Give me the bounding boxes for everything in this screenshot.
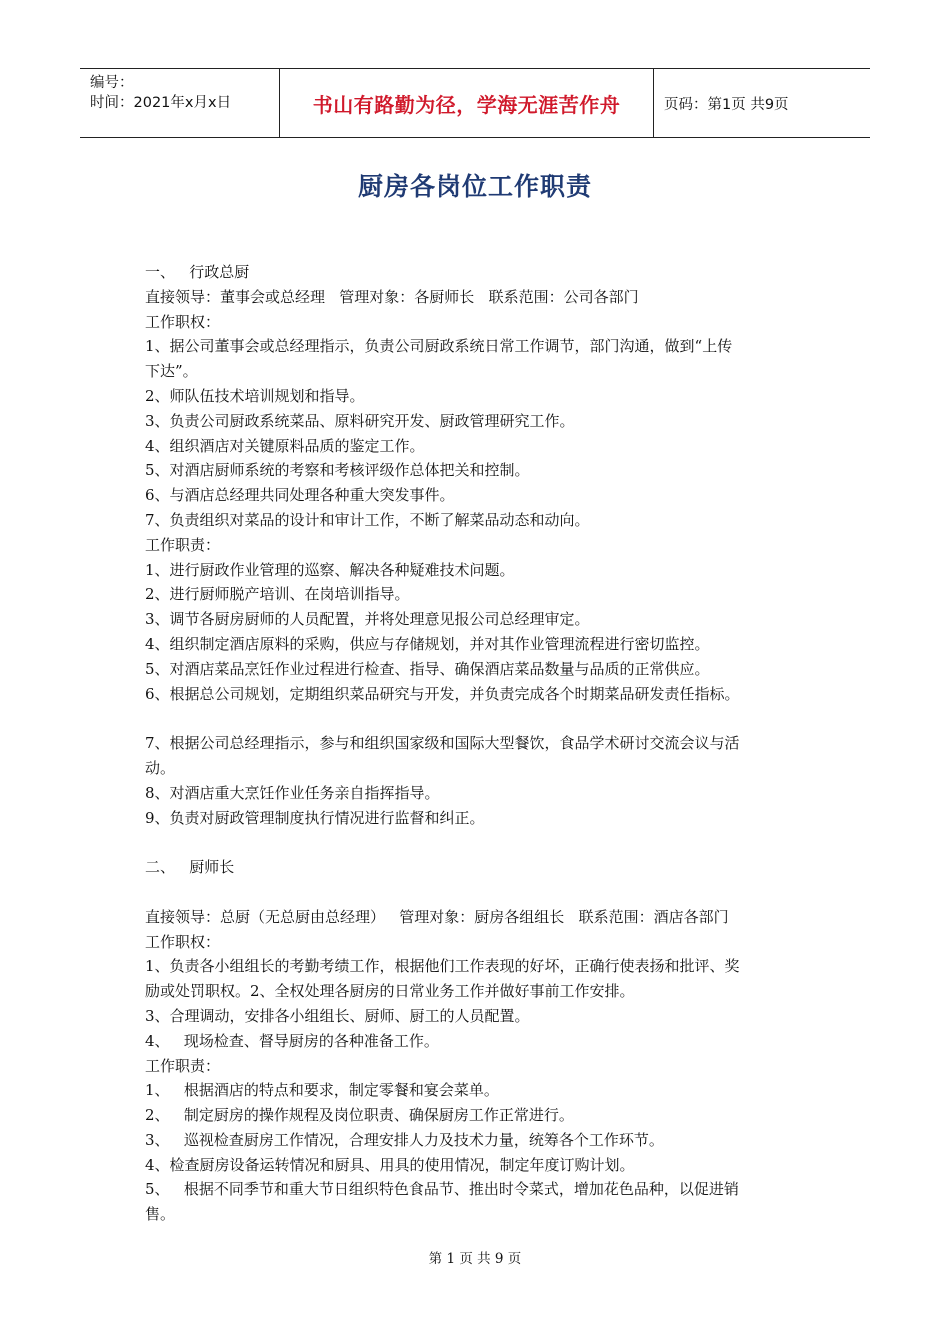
text-line: 2、 制定厨房的操作规程及岗位职责、确保厨房工作正常进行。: [145, 1106, 574, 1125]
text-line: 下达”。: [145, 362, 198, 381]
text-line: 4、组织酒店对关键原料品质的鉴定工作。: [145, 436, 425, 455]
text-line: 5、对酒店菜品烹饪作业过程进行检查、指导、确保酒店菜品数量与品质的正常供应。: [145, 659, 710, 678]
header-page-info: 页码：第1页 共9页: [664, 96, 789, 113]
text-line: 一、 行政总厨: [145, 263, 250, 281]
text-line: 2、进行厨师脱产培训、在岗培训指导。: [145, 585, 410, 604]
text-line: 2、师队伍技术培训规划和指导。: [145, 386, 365, 405]
text-line: 直接领导：总厨（无总厨由总经理） 管理对象：厨房各组组长 联系范围：酒店各部门: [145, 907, 729, 926]
text-line: 直接领导：董事会或总经理 管理对象：各厨师长 联系范围：公司各部门: [145, 287, 639, 306]
text-line: 7、根据公司总经理指示，参与和组织国家级和国际大型餐饮，食品学术研讨交流会议与活: [145, 734, 740, 753]
text-line: 工作职责：: [145, 1056, 221, 1075]
text-line: 动。: [145, 758, 176, 777]
text-line: 9、负责对厨政管理制度执行情况进行监督和纠正。: [145, 808, 485, 827]
document-title: 厨房各岗位工作职责: [357, 172, 592, 201]
page-header: [80, 68, 870, 138]
text-line: 1、据公司董事会或总经理指示，负责公司厨政系统日常工作调节，部门沟通，做到“上传: [145, 337, 733, 356]
text-line: 6、根据总公司规划，定期组织菜品研究与开发，并负责完成各个时期菜品研发责任指标。: [145, 684, 740, 703]
text-line: 工作职权：: [145, 312, 221, 331]
text-line: 1、进行厨政作业管理的巡察、解决各种疑难技术问题。: [145, 560, 515, 579]
text-line: 1、 根据酒店的特点和要求，制定零餐和宴会菜单。: [145, 1081, 499, 1100]
blank-line: [145, 706, 815, 731]
text-line: 6、与酒店总经理共同处理各种重大突发事件。: [145, 486, 455, 505]
text-line: 二、 厨师长: [145, 858, 235, 877]
blank-line: [145, 830, 815, 855]
blank-line: [145, 880, 815, 905]
text-line: 1、负责各小组组长的考勤考绩工作，根据他们工作表现的好坏，正确行使表扬和批评、奖: [145, 957, 740, 976]
header-meta: [80, 69, 280, 137]
date-label: 时间：2021年x月x日: [90, 95, 232, 111]
text-line: 5、对酒店厨师系统的考察和考核评级作总体把关和控制。: [145, 461, 530, 480]
text-line: 3、负责公司厨政系统菜品、原料研究开发、厨政管理研究工作。: [145, 411, 575, 430]
text-line: 3、调节各厨房厨师的人员配置，并将处理意见报公司总经理审定。: [145, 610, 590, 629]
text-line: 售。: [145, 1205, 176, 1224]
text-line: 励或处罚职权。2、全权处理各厨房的日常业务工作并做好事前工作安排。: [145, 982, 635, 1001]
text-line: 3、 巡视检查厨房工作情况，合理安排人力及技术力量，统筹各个工作环节。: [145, 1130, 664, 1149]
text-line: 7、负责组织对菜品的设计和审计工作，不断了解菜品动态和动向。: [145, 510, 590, 529]
text-line: 工作职责：: [145, 535, 221, 554]
text-line: 4、检查厨房设备运转情况和厨具、用具的使用情况，制定年度订购计划。: [145, 1155, 635, 1174]
text-line: 5、 根据不同季节和重大节日组织特色食品节、推出时令菜式，增加花色品种，以促进销: [145, 1180, 739, 1199]
document-body: [145, 260, 815, 1227]
text-line: 工作职权：: [145, 932, 221, 951]
text-line: 4、组织制定酒店原料的采购，供应与存储规划，并对其作业管理流程进行密切监控。: [145, 634, 710, 653]
page-footer: 第 1 页 共 9 页: [428, 1251, 522, 1267]
header-motto: 书山有路勤为径，学海无涯苦作舟: [280, 69, 654, 137]
number-label: 编号：: [90, 75, 134, 91]
text-line: 8、对酒店重大烹饪作业任务亲自指挥指导。: [145, 783, 440, 802]
text-line: 3、合理调动，安排各小组组长、厨师、厨工的人员配置。: [145, 1006, 530, 1025]
text-line: 4、 现场检查、督导厨房的各种准备工作。: [145, 1031, 439, 1050]
